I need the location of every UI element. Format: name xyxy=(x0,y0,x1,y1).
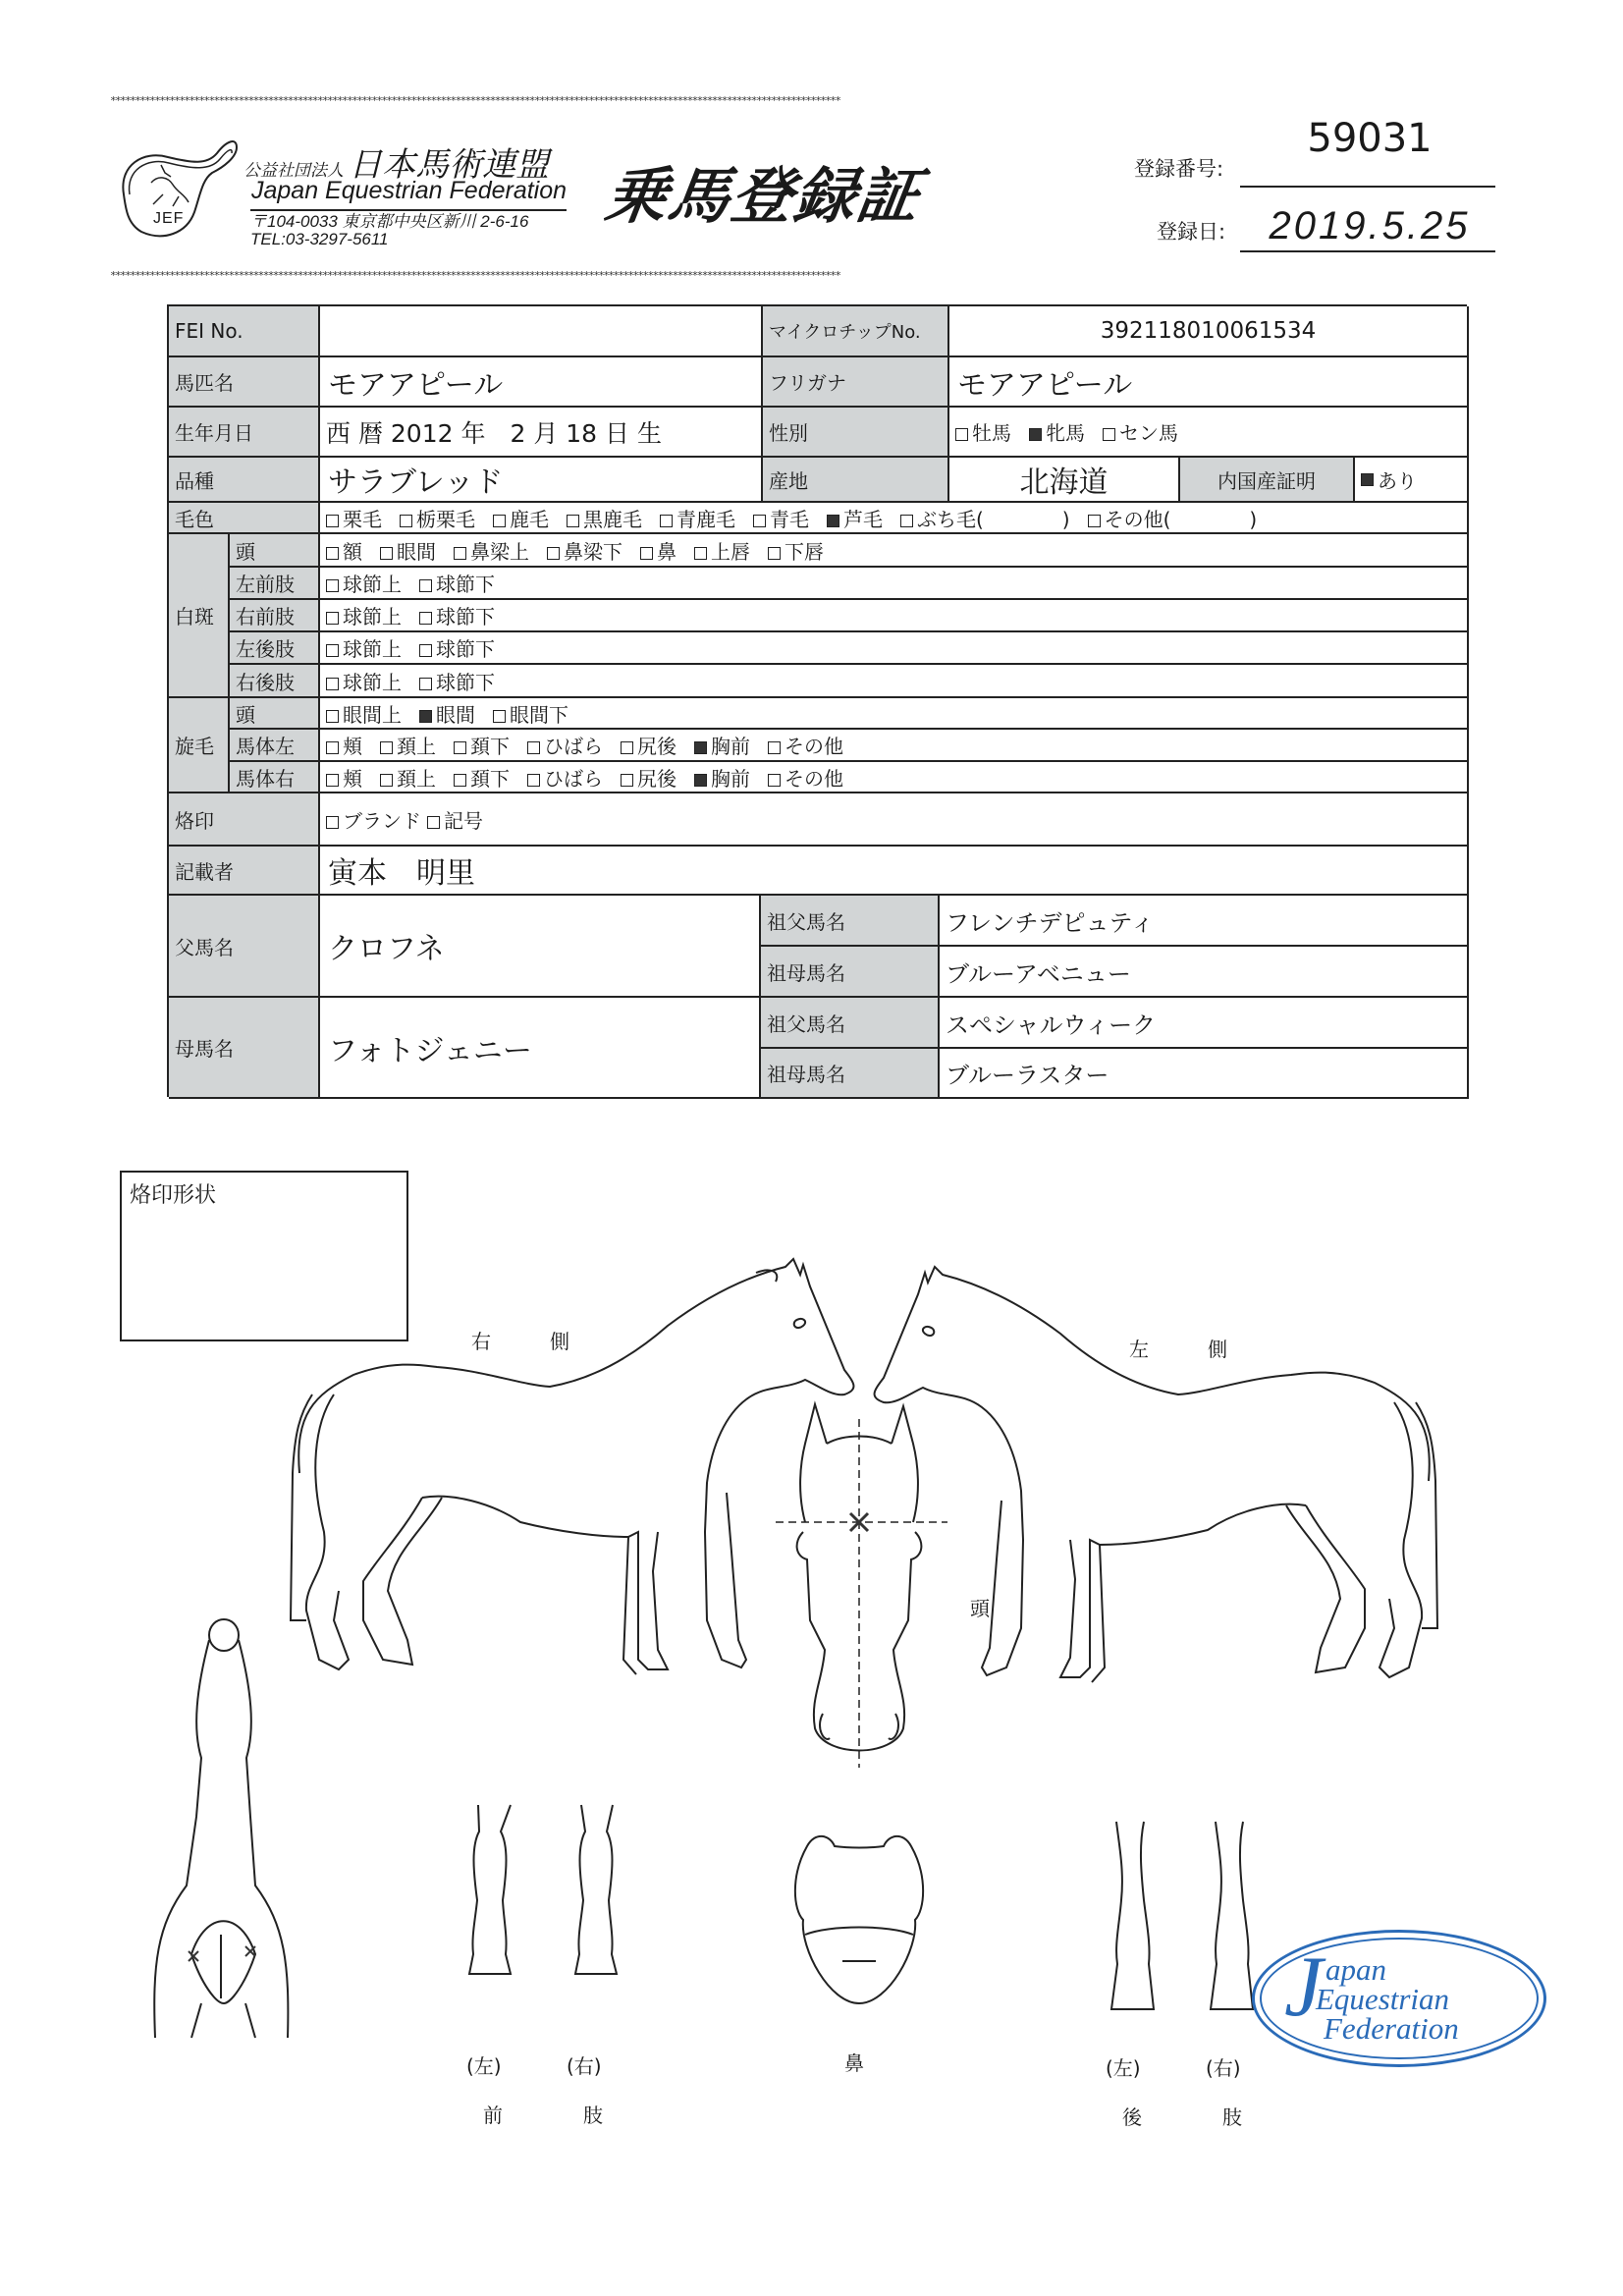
brand-option-symbol[interactable]: 記号 xyxy=(427,805,483,834)
coat-option[interactable]: 鹿毛 xyxy=(493,504,549,532)
sire-label: 父馬名 xyxy=(169,896,320,998)
dam-value: フォトジェニー xyxy=(320,998,761,1099)
birthdate-label: 生年月日 xyxy=(169,408,320,458)
breed-label: 品種 xyxy=(169,458,320,503)
microchip-value: 392118010061534 xyxy=(949,306,1469,357)
whorl-head-option[interactable]: 眼間上 xyxy=(326,699,402,728)
brand-option-brand[interactable]: ブランド xyxy=(326,805,421,834)
whorl-right-option[interactable]: 尻後 xyxy=(621,763,676,792)
foreleg-left-label: (左) xyxy=(466,2054,502,2078)
white-rf-above[interactable]: 球節上 xyxy=(326,601,402,629)
dam-label: 母馬名 xyxy=(169,998,320,1099)
furigana-label: フリガナ xyxy=(763,357,949,408)
coat-option[interactable]: ぶち毛( ) xyxy=(900,504,1070,532)
white-lf-below[interactable]: 球節下 xyxy=(419,569,495,597)
hindlegs-icon xyxy=(1111,1822,1253,2009)
stamp-line-3: Federation xyxy=(1324,2011,1459,2046)
horse-name-label: 馬匹名 xyxy=(169,357,320,408)
white-head-label: 頭 xyxy=(230,534,320,568)
horse-name-value: モアアピール xyxy=(320,357,763,408)
white-head-option[interactable]: 鼻梁下 xyxy=(547,536,622,565)
right-side-label: 右 側 xyxy=(471,1330,569,1353)
origin-label: 産地 xyxy=(763,458,949,503)
registration-number: 59031 xyxy=(1307,116,1433,161)
coat-option[interactable]: 青毛 xyxy=(753,504,809,532)
whorl-left-label: 馬体左 xyxy=(230,730,320,762)
horse-right-side-icon xyxy=(291,1259,853,1674)
sire-grandsire-label: 祖父馬名 xyxy=(761,896,940,947)
whorl-right-label: 馬体右 xyxy=(230,762,320,793)
sex-option-mare[interactable]: 牝馬 xyxy=(1029,417,1085,446)
white-lf-label: 左前肢 xyxy=(230,568,320,600)
white-rh-below[interactable]: 球節下 xyxy=(419,667,495,695)
whorl-head-option[interactable]: 眼間下 xyxy=(493,699,568,728)
domestic-cert-label: 内国産証明 xyxy=(1180,458,1355,503)
org-tel: TEL:03-3297-5611 xyxy=(250,230,389,248)
sire-value: クロフネ xyxy=(320,896,761,998)
foreleg-right-label: (右) xyxy=(567,2054,602,2078)
forelegs-label-2: 肢 xyxy=(583,2104,603,2127)
dam-grandsire-value: スペシャルウィーク xyxy=(940,998,1469,1049)
coat-label: 毛色 xyxy=(169,503,320,534)
dam-granddam-value: ブルーラスター xyxy=(940,1049,1469,1099)
coat-option-grey[interactable]: 芦毛 xyxy=(827,504,883,532)
white-lf-above[interactable]: 球節上 xyxy=(326,569,402,597)
whorl-right-option[interactable]: 頚上 xyxy=(380,763,436,792)
jef-stamp xyxy=(1252,1930,1546,2067)
white-markings-label: 白斑 xyxy=(169,534,230,698)
whorl-head-label: 頭 xyxy=(230,698,320,730)
org-prefix: 公益社団法人 xyxy=(243,161,344,181)
sire-granddam-value: ブルーアベニュー xyxy=(940,947,1469,998)
horse-nose-icon xyxy=(795,1836,923,2003)
whorl-right-option[interactable]: 頬 xyxy=(326,763,362,792)
hindleg-right-label: (右) xyxy=(1206,2056,1241,2080)
horse-chest-front-icon xyxy=(154,1619,288,2038)
white-head-option[interactable]: 下唇 xyxy=(768,536,824,565)
forelegs-icon xyxy=(469,1805,617,1974)
org-name-en: Japan Equestrian Federation xyxy=(251,177,568,204)
logo-text: JEF xyxy=(153,210,185,227)
head-label: 頭 xyxy=(970,1597,990,1620)
hindleg-left-label: (左) xyxy=(1106,2056,1141,2080)
sex-option-gelding[interactable]: セン馬 xyxy=(1103,417,1178,446)
whorl-left-option[interactable]: 尻後 xyxy=(621,731,676,759)
sex-label: 性別 xyxy=(763,408,949,458)
whorl-left-option[interactable]: その他 xyxy=(768,731,843,759)
microchip-label: マイクロチップNo. xyxy=(763,306,949,357)
registration-date: 2019.5.25 xyxy=(1269,204,1471,247)
domestic-cert-option[interactable]: あり xyxy=(1355,458,1469,503)
recorder-value: 寅本 明里 xyxy=(320,847,1469,896)
brand-shape-label: 烙印形状 xyxy=(130,1183,217,1208)
white-rh-above[interactable]: 球節上 xyxy=(326,667,402,695)
origin-value: 北海道 xyxy=(949,458,1180,503)
coat-option[interactable]: 青鹿毛 xyxy=(660,504,735,532)
white-head-option[interactable]: 眼間 xyxy=(380,536,436,565)
white-rh-label: 右後肢 xyxy=(230,665,320,698)
white-head-option[interactable]: 上唇 xyxy=(694,536,750,565)
whorl-left-option[interactable]: 頚下 xyxy=(454,731,510,759)
document-title: 乗馬登録証 xyxy=(601,160,926,232)
whorls-label: 旋毛 xyxy=(169,698,230,793)
whorl-right-option[interactable]: その他 xyxy=(768,763,843,792)
white-head-option[interactable]: 額 xyxy=(326,536,362,565)
whorl-left-option[interactable]: 頚上 xyxy=(380,731,436,759)
stamp-line-2: Equestrian xyxy=(1316,1982,1450,2016)
whorl-right-option-checked[interactable]: 胸前 xyxy=(694,763,750,792)
stamp-initial: J xyxy=(1284,1940,1324,2035)
white-rf-label: 右前肢 xyxy=(230,600,320,632)
coat-option[interactable]: 黒鹿毛 xyxy=(567,504,642,532)
furigana-value: モアアピール xyxy=(949,357,1469,408)
whorl-right-option[interactable]: ひばら xyxy=(527,763,603,792)
nose-label: 鼻 xyxy=(844,2051,864,2075)
separator-bottom: **************************************************************************************************************************************************** xyxy=(110,269,840,282)
fei-label: FEI No. xyxy=(169,306,320,357)
white-lh-below[interactable]: 球節下 xyxy=(419,633,495,662)
registration-number-label: 登録番号: xyxy=(1134,157,1224,181)
white-head-option[interactable]: 鼻梁上 xyxy=(454,536,529,565)
sex-option-stallion[interactable]: 牡馬 xyxy=(955,417,1011,446)
white-head-option[interactable]: 鼻 xyxy=(640,536,676,565)
brand-label: 烙印 xyxy=(169,793,320,847)
birthdate-value: 西 暦 2012 年 2 月 18 日 生 xyxy=(320,408,763,458)
sire-grandsire-value: フレンチデピュティ xyxy=(940,896,1469,947)
left-side-label: 左 側 xyxy=(1129,1338,1227,1361)
coat-option[interactable]: 栗毛 xyxy=(326,504,382,532)
hindlegs-label-2: 肢 xyxy=(1222,2105,1242,2129)
breed-value: サラブレッド xyxy=(320,458,763,503)
stamp-line-1: apan xyxy=(1325,1952,1386,1987)
white-rf-below[interactable]: 球節下 xyxy=(419,601,495,629)
whorl-head-option-checked[interactable]: 眼間 xyxy=(419,699,475,728)
horse-left-side-icon xyxy=(875,1267,1437,1682)
separator-top: **************************************************************************************************************************************************** xyxy=(110,94,840,107)
whorl-right-option[interactable]: 頚下 xyxy=(454,763,510,792)
dam-granddam-label: 祖母馬名 xyxy=(761,1049,940,1099)
org-name: 日本馬術連盟 xyxy=(349,145,550,185)
registration-date-label: 登録日: xyxy=(1157,220,1226,244)
forelegs-label-1: 前 xyxy=(483,2104,503,2127)
white-lh-label: 左後肢 xyxy=(230,632,320,665)
sire-granddam-label: 祖母馬名 xyxy=(761,947,940,998)
coat-option[interactable]: その他( ) xyxy=(1088,504,1258,532)
recorder-label: 記載者 xyxy=(169,847,320,896)
coat-option[interactable]: 栃栗毛 xyxy=(400,504,475,532)
whorl-left-option[interactable]: 頬 xyxy=(326,731,362,759)
white-lh-above[interactable]: 球節上 xyxy=(326,633,402,662)
dam-grandsire-label: 祖父馬名 xyxy=(761,998,940,1049)
whorl-left-option-checked[interactable]: 胸前 xyxy=(694,731,750,759)
hindlegs-label-1: 後 xyxy=(1122,2105,1142,2129)
org-address: 〒104-0033 東京都中央区新川 2-6-16 xyxy=(250,212,529,231)
whorl-left-option[interactable]: ひばら xyxy=(527,731,603,759)
